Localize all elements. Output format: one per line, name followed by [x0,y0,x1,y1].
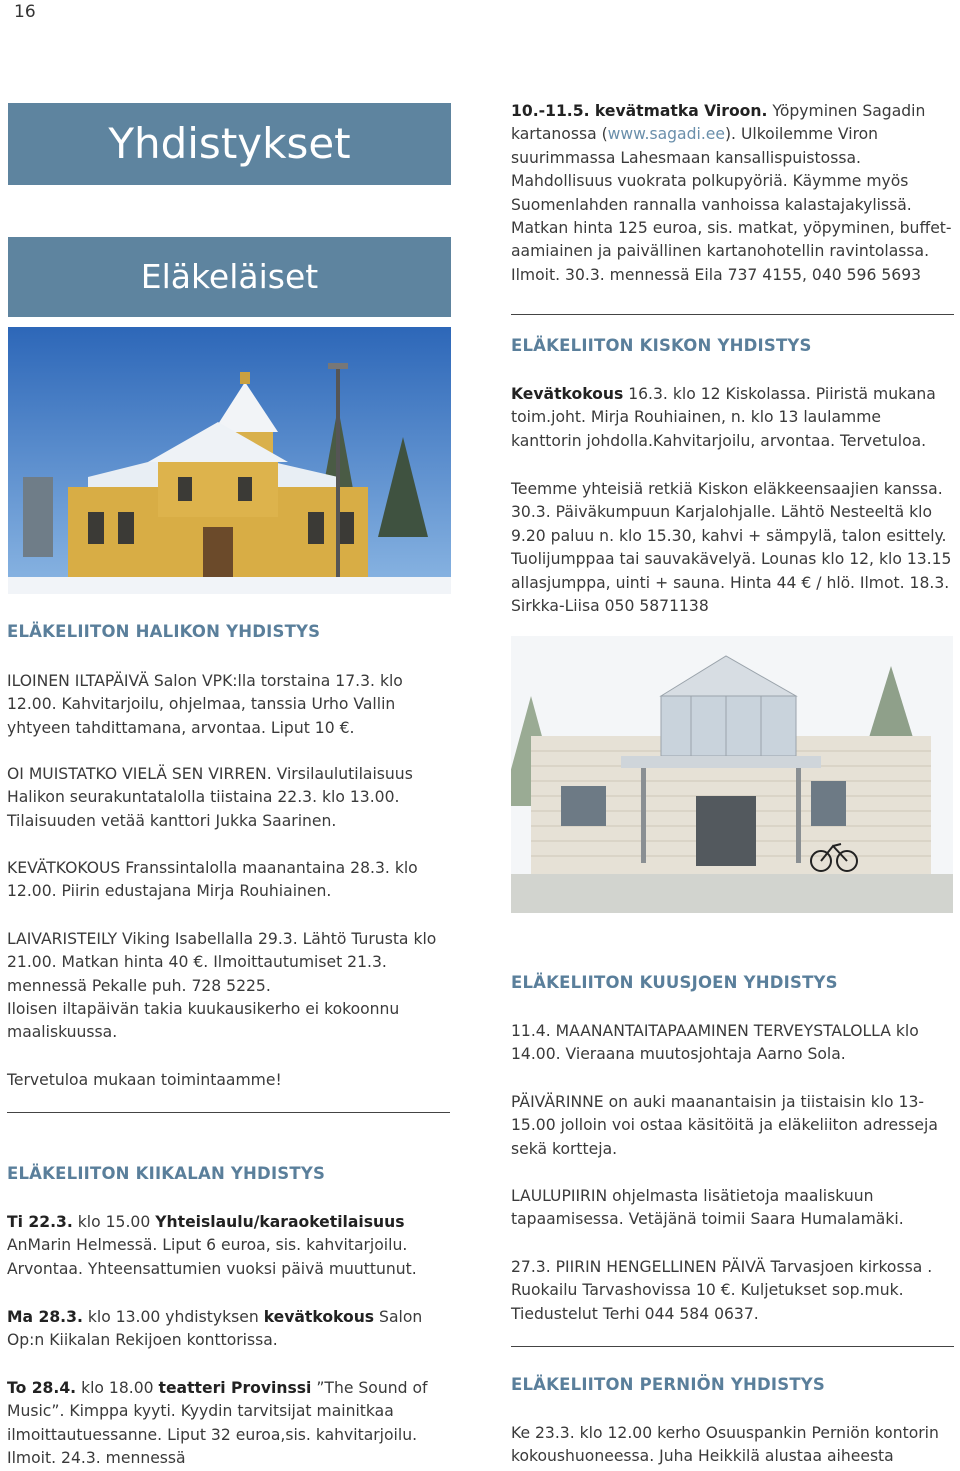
pernio-heading: ELÄKELIITON PERNIÖN YHDISTYS [511,1375,826,1394]
divider-rule [511,314,954,315]
page-title-box [8,103,451,185]
divider-rule [511,1346,954,1347]
kiikala-item-text: AnMarin Helmessä. Liput 6 euroa, sis. kahvitarjoilu. Arvontaa. Yhteensattumien vuoksi päivä muuttunut. [7,1236,417,1278]
kiikala-item [7,1211,450,1281]
halikko-item: OI MUISTATKO VIELÄ SEN VIRREN. Virsilaulutilaisuus Halikon seurakuntatalolla tiistaina 22.3. klo 13.00. Tilaisuuden vetää kanttori Jukka Saarinen. [7,765,413,830]
kiikala-item-title: teatteri Provinssi [158,1379,312,1397]
halikko-heading: ELÄKELIITON HALIKON YHDISTYS [7,622,321,641]
kiikala-item [7,1306,450,1353]
yellow-building-photo [8,327,451,594]
kiikala-item-text: ”The Sound of Music”. Kimppa kyyti. Kyydin tarvitsijat mainitkaa ilmoittautuessanne. Liput 32 euroa,sis. kahvitarjoilu. Ilmoit. 24.3. mennessä [7,1379,428,1468]
pernio-item: Ke 23.3. klo 12.00 kerho Osuuspankin Perniön kontorin kokoushuoneessa. Juha Heikkilä alustaa aiheesta [511,1424,939,1466]
page-subtitle-box [8,237,451,317]
kiikala-item-title: kevätkokous [263,1308,375,1326]
kiikala-item-date: Ma 28.3. [7,1308,83,1326]
halikko-item: Tervetuloa mukaan toimintaamme! [7,1071,282,1089]
kuusjoki-item: PÄIVÄRINNE on auki maanantaisin ja tiistaisin klo 13-15.00 jolloin voi ostaa käsitöitä ja eläkeliiton adresseja sekä kortteja. [511,1093,938,1158]
kuusjoki-item: 11.4. MAANANTAITAPAAMINEN TERVEYSTALOLLA klo 14.00. Vieraana muutosjohtaja Aarno Sola. [511,1022,919,1064]
halikko-item: LAIVARISTEILY Viking Isabellalla 29.3. Lähtö Turusta klo 21.00. Matkan hinta 40 €. Ilmoittautumiset 21.3. mennessä Pekalle puh. 728 5225. [7,930,437,995]
trip-text-a: Yöpyminen Sagadin kartanossa ( [511,102,926,144]
halikko-item: Iloisen iltapäivän takia kuukausikerho ei kokoonnu maaliskuussa. [7,1000,400,1042]
halikko-item: KEVÄTKOKOUS Franssintalolla maanantaina 28.3. klo 12.00. Piirin edustajana Mirja Rouhiainen. [7,859,418,901]
kisko-meeting-title: Kevätkokous [511,385,624,403]
trip-paragraph [511,100,954,287]
page-subtitle: Eläkeläiset [140,257,319,296]
sagadi-link[interactable]: www.sagadi.ee [607,125,725,144]
kuusjoki-item: 27.3. PIIRIN HENGELLINEN PÄIVÄ Tarvasjoen kirkossa . Ruokailu Tarvashovissa 10 €. Kuljetukset sop.muk. Tiedustelut Terhi 044 584 0637. [511,1258,933,1323]
kisko-meeting-text: 16.3. klo 12 Kiskolassa. Piiristä mukana toim.joht. Mirja Rouhiainen, n. klo 13 laulamme kanttorin johdolla.Kahvitarjoilu, arvontaa. Tervetuloa. [511,385,936,450]
yellow-building-illustration [8,327,451,594]
white-building-photo [511,636,953,913]
kisko-heading: ELÄKELIITON KISKON YHDISTYS [511,336,812,355]
kisko-trip: Teemme yhteisiä retkiä Kiskon eläkkeensaajien kanssa. 30.3. Päiväkumpuun Karjalohjalle. Lähtö Nesteeltä klo 9.20 paluu n. klo 15.30, kahvi + sämpylä, talon esittely. Tuolijumppaa tai sauvakävelyä. Lounas klo 12, klo 13.15 allasjumppa, uinti + sauna. Hinta 44 € / hlö. Ilmot. 18.3. Sirkka-Liisa 050 5871138 [511,480,952,616]
page-number: 16 [14,2,36,22]
page-title: Yhdistykset [108,119,351,168]
kiikala-item-time: klo 13.00 yhdistyksen [82,1308,264,1326]
kiikala-item-title: Yhteislaulu/karaoketilaisuus [155,1213,405,1231]
kiikala-item-time: klo 15.00 [72,1213,156,1231]
halikko-item: ILOINEN ILTAPÄIVÄ Salon VPK:lla torstaina 17.3. klo 12.00. Kahvitarjoilu, ohjelmaa, tanssia Urho Vallin yhtyeen tahdittamana, arvontaa. Liput 10 €. [7,672,403,737]
kisko-meeting [511,383,954,453]
white-building-illustration [511,636,953,913]
trip-title: 10.-11.5. kevätmatka Viroon. [511,102,768,120]
kiikala-item-date: To 28.4. [7,1379,77,1397]
kiikala-item-time: klo 18.00 [76,1379,159,1397]
divider-rule [7,1112,450,1113]
kuusjoki-item: LAULUPIIRIN ohjelmasta lisätietoja maaliskuun tapaamisessa. Vetäjänä toimii Saara Humalamäki. [511,1187,904,1229]
kiikala-item [7,1377,450,1471]
trip-text-b: ). Ulkoilemme Viron suurimmassa Lahesmaan kansallispuistossa. Mahdollisuus vuokrata polkupyöriä. Käymme myös Suomenlahden rannalla vanhoissa kalastajakylissä. Matkan hinta 125 euroa, sis. matkat, yöpyminen, buffet-aamiainen ja paivällinen kartanohotellin ravintolassa. Ilmoit. 30.3. mennessä Eila 737 4155, 040 596 5693 [511,125,952,284]
kiikala-heading: ELÄKELIITON KIIKALAN YHDISTYS [7,1164,326,1183]
kiikala-item-date: Ti 22.3. [7,1213,73,1231]
kuusjoki-heading: ELÄKELIITON KUUSJOEN YHDISTYS [511,973,838,992]
kiikala-item-text: Salon Op:n Kiikalan Rekijoen konttorissa. [7,1308,423,1350]
